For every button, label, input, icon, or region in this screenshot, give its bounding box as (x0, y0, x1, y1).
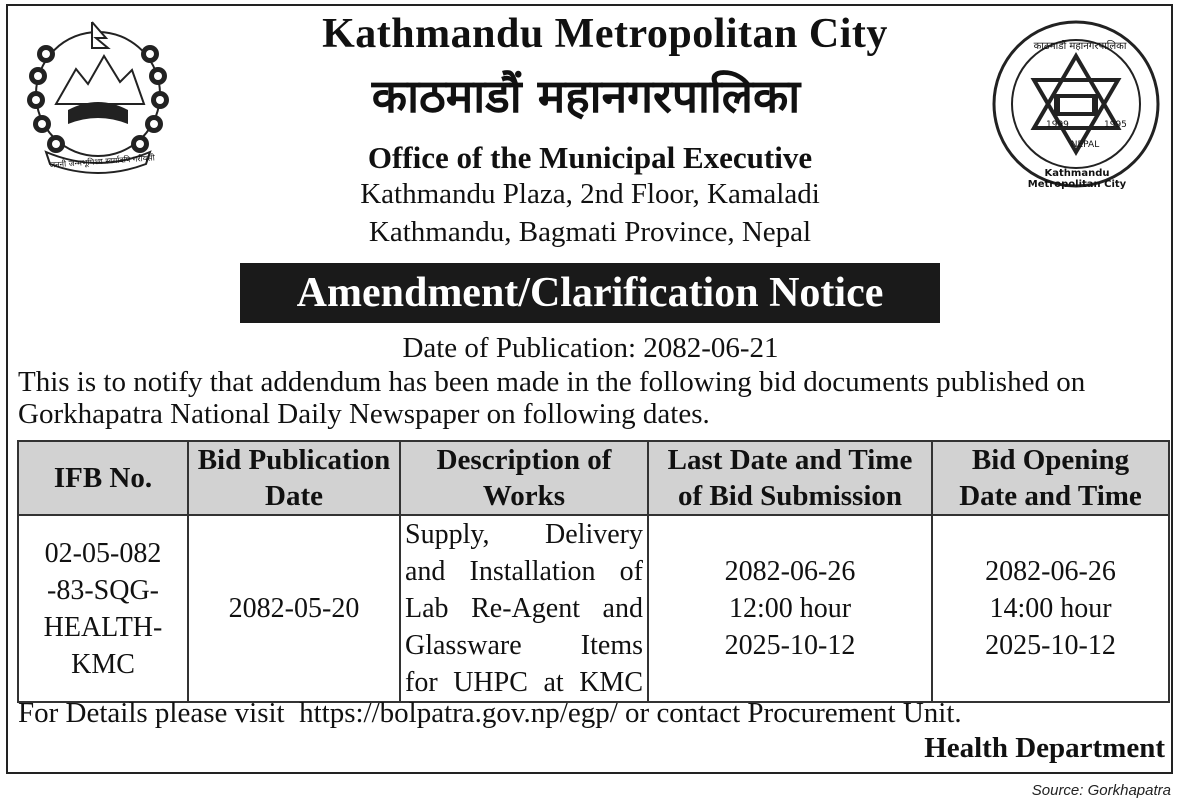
bid-table (17, 440, 1170, 703)
address-line-1: Kathmandu Plaza, 2nd Floor, Kamaladi (360, 178, 820, 210)
cell-publication-date: 2082-05-20 (188, 515, 400, 702)
seal-year-right: 1995 (1104, 120, 1127, 130)
seal-nepali-text: काठमाडौं महानगरपालिका (1033, 41, 1127, 52)
address-line-2: Kathmandu, Bagmati Province, Nepal (368, 216, 812, 248)
cell-ifb-no: 02-05-082 -83-SQG- HEALTH- KMC (18, 515, 188, 702)
seal-outer-text: Kathmandu Metropolitan City (1027, 168, 1127, 190)
seal-bottom-text: NEPAL (1070, 140, 1100, 150)
header-publication-date: Bid Publication Date (188, 441, 400, 515)
emblem-motto: जननी जन्मभूमिश्च स्वर्गादपि गरीयसी (48, 153, 156, 170)
office-name: Office of the Municipal Executive (367, 140, 813, 175)
publication-date: Date of Publication: 2082-06-21 (402, 332, 779, 364)
cell-opening-date: 2082-06-26 14:00 hour 2025-10-12 (932, 515, 1169, 702)
details-text: For Details please visit https://bolpatra.gov.np/egp/ or contact Procurement Unit. (18, 697, 962, 729)
intro-text: This is to notify that addendum has been made in the following bid documents published on Gorkhapatra National Daily Newspaper on following dates. (18, 366, 1086, 430)
cell-last-date: 2082-06-26 12:00 hour 2025-10-12 (648, 515, 932, 702)
header-opening-date: Bid Opening Date and Time (932, 441, 1169, 515)
table-header-row (18, 441, 1169, 515)
page-title: Kathmandu Metropolitan City (322, 11, 888, 57)
seal-year-left: 1999 (1046, 120, 1069, 130)
source-credit: Source: Gorkhapatra (1031, 782, 1171, 799)
department-name: Health Department (924, 732, 1165, 764)
notice-banner: Amendment/Clarification Notice (240, 263, 940, 323)
nepali-title: काठमाडौं महानगरपालिका (371, 69, 801, 123)
cell-description: Supply, Delivery and Installation of Lab Re-Agent and Glassware Items for UHPC at KMC (400, 515, 648, 702)
table-row (18, 515, 1169, 702)
header-ifb: IFB No. (18, 441, 188, 515)
header-last-date: Last Date and Time of Bid Submission (648, 441, 932, 515)
header-description: Description of Works (400, 441, 648, 515)
